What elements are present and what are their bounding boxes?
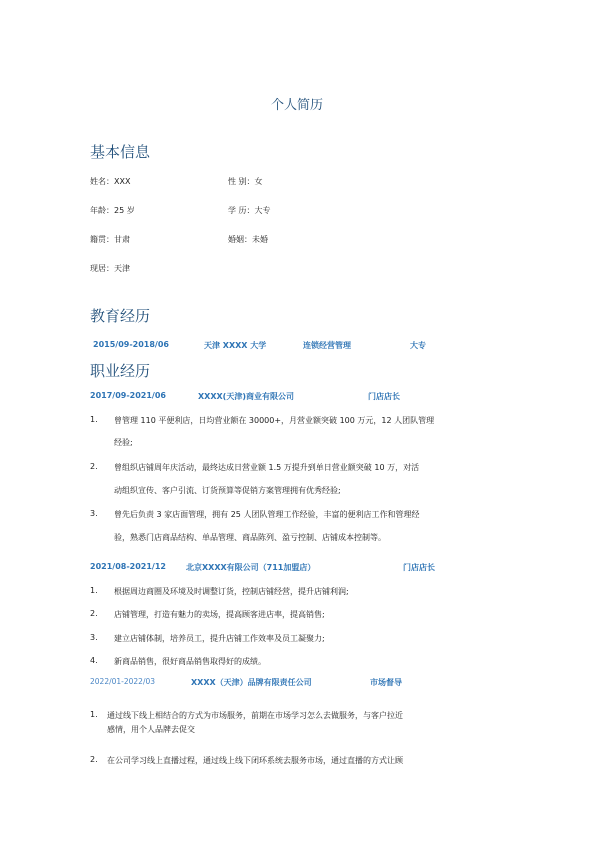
name-field: 姓名：XXX <box>90 177 131 186</box>
list-item-text: 店铺管理，打造有魅力的卖场，提高顾客进店率，提高销售; <box>114 610 325 619</box>
list-item-number: 1. <box>90 710 98 719</box>
education-field: 学 历：大专 <box>228 206 271 215</box>
list-item-number: 1. <box>90 415 98 424</box>
job-3-company: XXXX（天津）品牌有限责任公司 <box>191 678 312 687</box>
education-school: 天津 XXXX 大学 <box>204 341 267 350</box>
list-item-text: 曾先后负责 3 家店面管理，拥有 25 人团队管理工作经验，丰富的便利店工作和管理经 <box>114 510 420 519</box>
job-3-position: 市场督导 <box>370 678 402 687</box>
list-item-text: 建立店铺体制，培养员工，提升店铺工作效率及员工凝聚力; <box>114 634 325 643</box>
job-1-period: 2017/09-2021/06 <box>90 391 166 400</box>
job-2-position: 门店店长 <box>403 563 435 572</box>
job-1-position: 门店店长 <box>368 392 400 401</box>
education-period: 2015/09-2018/06 <box>93 340 169 349</box>
list-item-text: 曾管理 110 平便利店，日均营业额在 30000+，月营业额突破 100 万元，12 人团队管理 <box>114 416 435 425</box>
job-1-company: XXXX(天津)商业有限公司 <box>198 392 294 401</box>
list-item-number: 1. <box>90 586 98 595</box>
list-item-number: 2. <box>90 462 98 471</box>
job-2-period: 2021/08-2021/12 <box>90 562 166 571</box>
residence-field: 现居：天津 <box>90 264 130 273</box>
list-item-number: 3. <box>90 509 98 518</box>
list-item-text: 曾组织店铺周年庆活动，最终达成日营业额 1.5 万提升到单日营业额突破 10 万，对活 <box>114 463 420 472</box>
section-heading-education: 教育经历 <box>90 307 151 325</box>
age-field: 年龄：25 岁 <box>90 206 135 215</box>
section-heading-basic-info: 基本信息 <box>90 143 151 161</box>
marital-field: 婚姻：未婚 <box>228 235 268 244</box>
list-item-text: 通过线下线上相结合的方式为市场服务，前期在市场学习怎么去做服务，与客户拉近 <box>107 711 403 720</box>
list-item-number: 2. <box>90 755 98 764</box>
list-item-number: 4. <box>90 656 98 665</box>
list-item-number: 2. <box>90 609 98 618</box>
page-title: 个人简历 <box>271 98 324 113</box>
list-item-text: 经验; <box>114 438 133 447</box>
gender-field: 性 别：女 <box>228 177 263 186</box>
list-item-text: 感情，用个人品牌去促交 <box>107 725 195 734</box>
job-3-period: 2022/01-2022/03 <box>90 677 156 686</box>
list-item-text: 动组织宣传、客户引流、订货预算等促销方案管理拥有优秀经验; <box>114 486 341 495</box>
education-degree: 大专 <box>410 341 426 350</box>
list-item-number: 3. <box>90 633 98 642</box>
section-heading-career: 职业经历 <box>90 362 151 380</box>
origin-field: 籍贯：甘肃 <box>90 235 130 244</box>
list-item-text: 根据周边商圈及环境及时调整订货，控制店铺经营，提升店铺利润; <box>114 587 349 596</box>
job-2-company: 北京XXXX有限公司（711加盟店） <box>186 563 316 572</box>
education-major: 连锁经营管理 <box>303 341 351 350</box>
list-item-text: 新商品销售，很好商品销售取得好的成绩。 <box>114 657 266 666</box>
list-item-text: 在公司学习线上直播过程，通过线上线下闭环系统去服务市场，通过直播的方式让顾 <box>107 756 403 765</box>
list-item-text: 验，熟悉门店商品结构、单品管理、商品陈列、盈亏控制、店铺成本控制等。 <box>114 533 386 542</box>
